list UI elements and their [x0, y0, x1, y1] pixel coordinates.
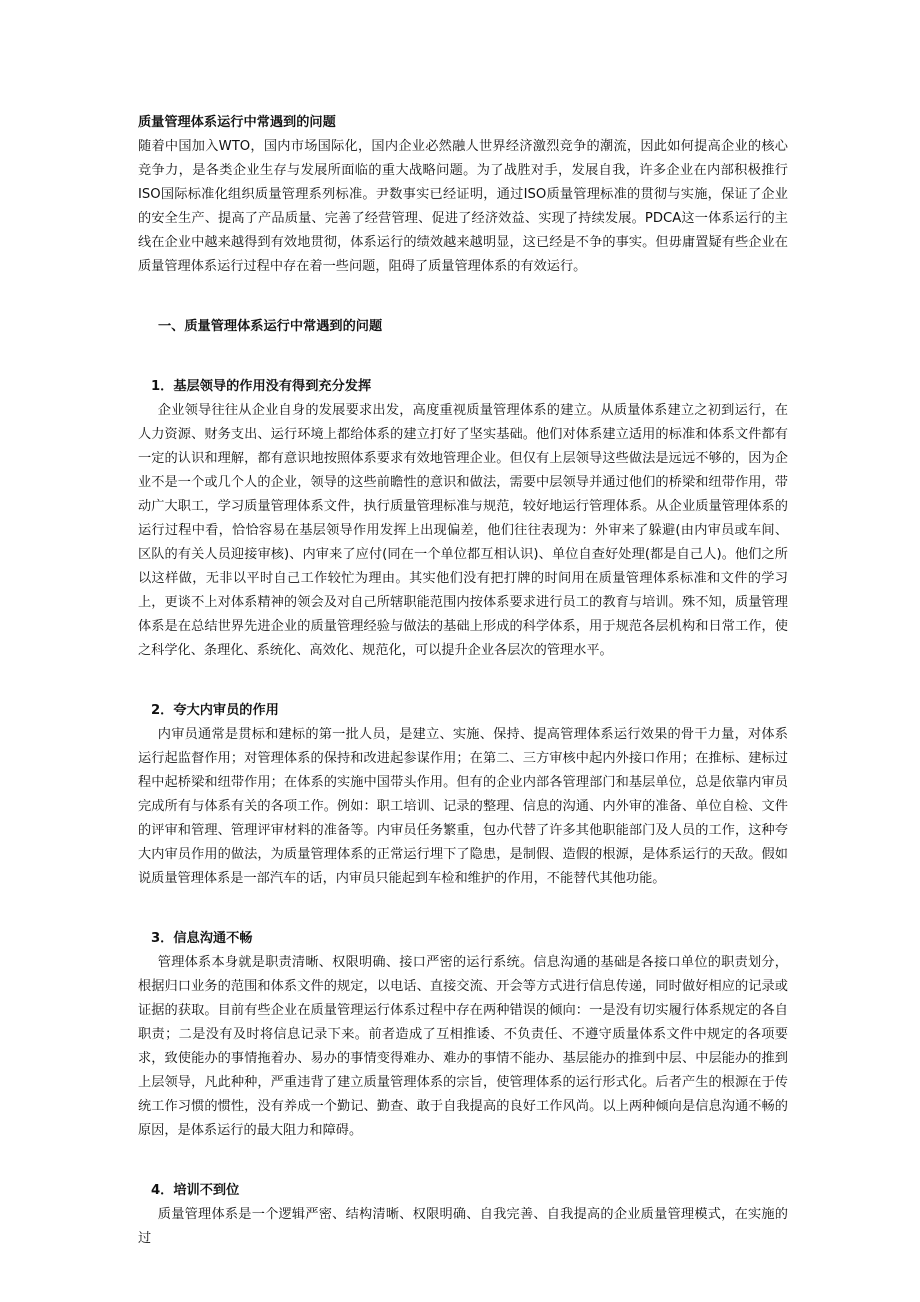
item-3-body: 管理体系本身就是职责清晰、权限明确、接口严密的运行系统。信息沟通的基础是各接口单位的职责划分，根据归口业务的范围和体系文件的规定，以电话、直接交流、开会等方式进行信息传递，同时做好相应的记录或证据的获取。目前有些企业在质量管理运行体系过程中存在两种错误的倾向：一是没有切实履行体系规定的各自职责；二是没有及时将信息记录下来。前者造成了互相推诿、不负责任、不遵守质量体系文件中规定的各项要求，致使能办的事情拖着办、易办的事情变得难办、难办的事情不能办、基层能办的推到中层、中层能办的推到上层领导，凡此种种，严重违背了建立质量管理体系的宗旨，使管理体系的运行形式化。后者产生的根源在于传统工作习惯的惯性，没有养成一个勤记、勤查、敢于自我提高的良好工作风尚。以上两种倾向是信息沟通不畅的原因，是体系运行的最大阻力和障碍。	[138, 955, 788, 1138]
spacer	[138, 1143, 788, 1155]
document-title: 质量管理体系运行中常遇到的问题	[138, 115, 336, 130]
item-3-heading: 3．信息沟通不畅	[151, 931, 253, 946]
intro-paragraph: 随着中国加入WTO，国内市场国际化，国内企业必然融人世界经济激烈竞争的潮流，因此如何提高企业的核心竞争力，是各类企业生存与发展所面临的重大战略问题。为了战胜对手，发展自我，许多企业在内部积极推行ISO国际标准化组织质量管理系列标准。尹数事实已经证明，通过ISO质量管理标准的贯彻与实施，保证了企业的安全生产、提高了产品质量、完善了经营管理、促进了经济效益、实现了持续发展。PDCA这一体系运行的主线在企业中越来越得到有效地贯彻，体系运行的绩效越来越明显，这已经是不争的事实。但毋庸置疑有些企业在质量管理体系运行过程中存在着一些问题，阻碍了质量管理体系的有效运行。	[138, 139, 788, 274]
item-2-heading: 2．夸大内审员的作用	[151, 703, 279, 718]
item-4-body: 质量管理体系是一个逻辑严密、结构清晰、权限明确、自我完善、自我提高的企业质量管理模式，在实施的过	[138, 1207, 788, 1246]
item-1-body: 企业领导往往从企业自身的发展要求出发，高度重视质量管理体系的建立。从质量体系建立之初到运行，在人力资源、财务支出、运行环境上都给体系的建立打好了坚实基础。他们对体系建立适用的标准和体系文件都有一定的认识和理解，都有意识地按照体系要求有效地管理企业。但仅有上层领导这些做法是远远不够的，因为企业不是一个或几个人的企业，领导的这些前瞻性的意识和做法，需要中层领导并通过他们的桥梁和纽带作用，带动广大职工，学习质量管理体系文件，执行质量管理标准与规范，较好地运行管理体系。从企业质量管理体系的运行过程中看，恰恰容易在基层领导作用发挥上出现偏差，他们往往表现为：外审来了躲避(由内审员或车间、区队的有关人员迎接审核)、内审来了应付(同在一个单位都互相认识)、单位自查好处理(都是自己人)。他们之所以这样做，无非以平时自己工作较忙为理由。其实他们没有把打牌的时间用在质量管理体系标准和文件的学习上，更谈不上对体系精神的领会及对自己所辖职能范围内按体系要求进行员工的教育与培训。殊不知，质量管理体系是在总结世界先进企业的质量管理经验与做法的基础上形成的科学体系，用于规范各层机构和日常工作，使之科学化、条理化、系统化、高效化、规范化，可以提升企业各层次的管理水平。	[138, 403, 788, 658]
item-1-heading: 1．基层领导的作用没有得到充分发挥	[151, 379, 372, 394]
item-2-body: 内审员通常是贯标和建标的第一批人员，是建立、实施、保持、提高管理体系运行效果的骨干力量，对体系运行起监督作用；对管理体系的保持和改进起参谋作用；在第二、三方审核中起内外接口作用；在推标、建标过程中起桥梁和纽带作用；在体系的实施中国带头作用。但有的企业内部各管理部门和基层单位，总是依靠内审员完成所有与体系有关的各项工作。例如：职工培训、记录的整理、信息的沟通、内外审的准备、单位自检、文件的评审和管理、管理评审材料的准备等。内审员任务繁重，包办代替了许多其他职能部门及人员的工作，这种夸大内审员作用的做法，为质量管理体系的正常运行埋下了隐患，是制假、造假的根源，是体系运行的天敌。假如说质量管理体系是一部汽车的话，内审员只能起到车检和维护的作用，不能替代其他功能。	[138, 727, 788, 886]
spacer	[138, 339, 788, 351]
spacer	[138, 891, 788, 903]
section-heading: 一、质量管理体系运行中常遇到的问题	[158, 319, 383, 334]
document-page	[138, 111, 788, 1251]
spacer	[138, 279, 788, 291]
spacer	[138, 663, 788, 675]
item-4-heading: 4．培训不到位	[151, 1183, 240, 1198]
